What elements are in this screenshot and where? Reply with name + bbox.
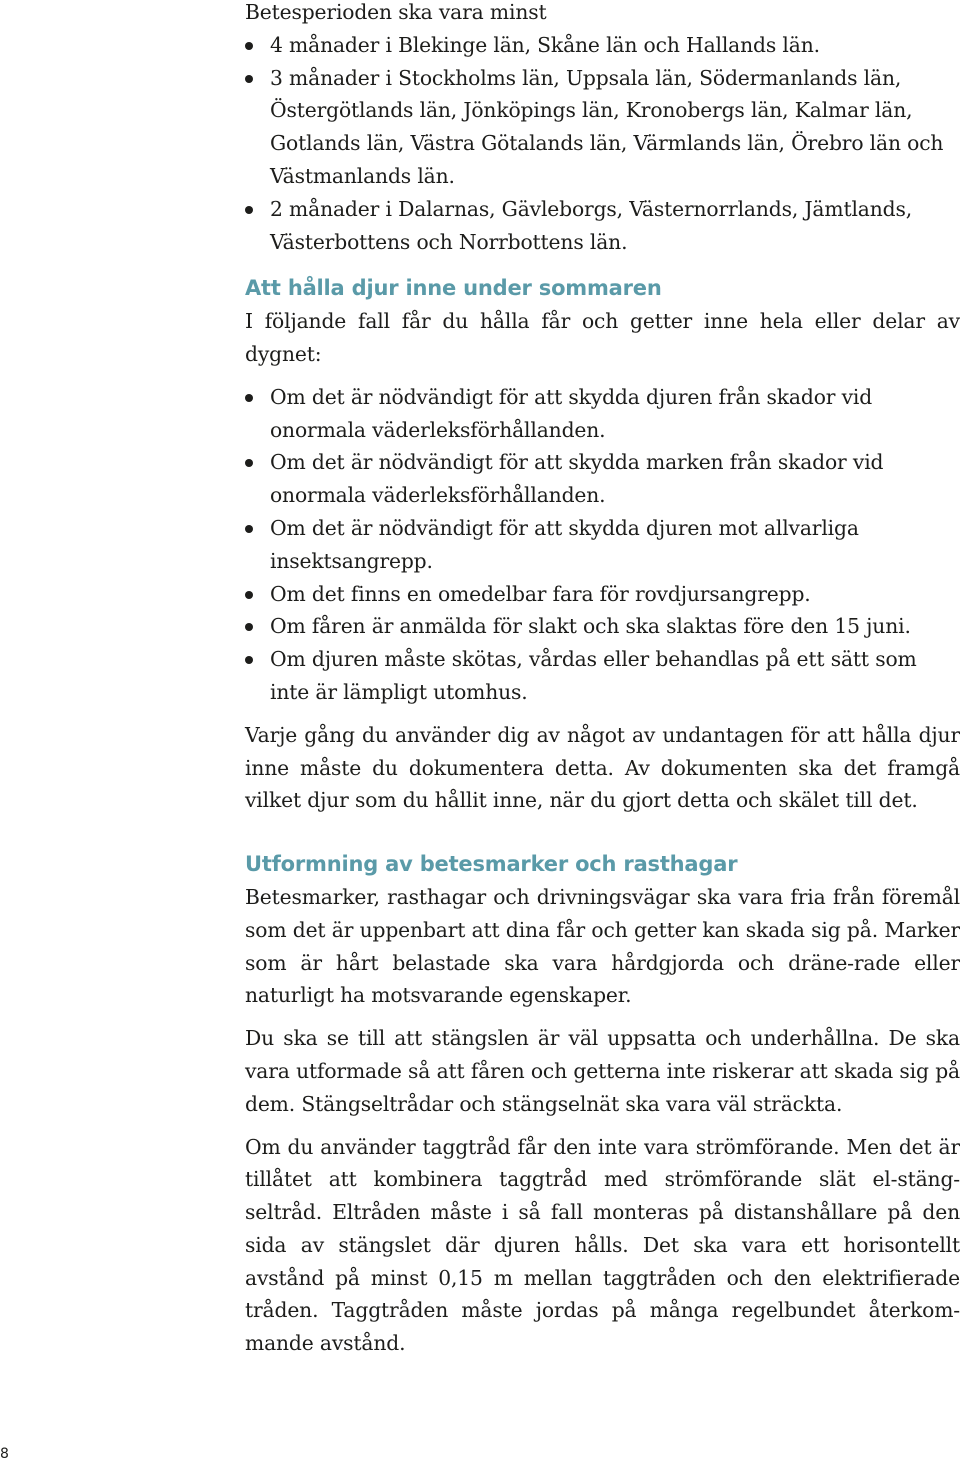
document-body xyxy=(245,0,960,1360)
list-item: Om djuren måste skötas, vårdas eller behandlas på ett sätt som inte är lämpligt utomhus. xyxy=(245,643,960,709)
bullet-icon xyxy=(245,656,253,664)
indoor-conditions-list xyxy=(245,381,960,709)
bullet-icon xyxy=(245,591,253,599)
bullet-icon xyxy=(245,206,253,214)
list-item: 2 månader i Dalarnas, Gävleborgs, Västernorrlands, Jämtlands, Västerbottens och Norrbottens län. xyxy=(245,193,960,259)
bullet-icon xyxy=(245,459,253,467)
bullet-icon xyxy=(245,525,253,533)
list-item: Om det är nödvändigt för att skydda marken från skador vid onormala väderleksförhållanden. xyxy=(245,446,960,512)
list-item: Om det är nödvändigt för att skydda djuren mot allvarliga insektsangrepp. xyxy=(245,512,960,578)
grazing-period-list xyxy=(245,29,960,259)
page-number: 8 xyxy=(0,1446,9,1462)
design-paragraph: Betesmarker, rasthagar och drivningsvägar ska vara fria från föremål som det är uppenbart att dina får och getter kan skada sig på. Marker som är hårt belastade ska vara hårdgjorda och dräne-rade eller naturligt ha motsvarande egenskaper. xyxy=(245,884,960,1008)
indoor-documentation-paragraph: Varje gång du använder dig av något av undantagen för att hålla djur inne måste du dokumentera detta. Av dokumenten ska det framgå vilket djur som du hållit inne, när du gjort detta och skälet till det. xyxy=(245,722,960,813)
indoor-intro: I följande fall får du hålla får och getter inne hela eller delar av dygnet: xyxy=(245,309,960,366)
bullet-icon xyxy=(245,623,253,631)
list-item: 3 månader i Stockholms län, Uppsala län, Södermanlands län, Östergötlands län, Jönköpings län, Kronobergs län, Kalmar län, Gotlands län, Västra Götalands län, Värmlands län, Örebro län och Västmanlands län. xyxy=(245,62,960,193)
grazing-intro: Betesperioden ska vara minst xyxy=(245,0,547,24)
section-heading-design: Utformning av betesmarker och rasthagar xyxy=(245,852,738,877)
list-item: 4 månader i Blekinge län, Skåne län och Hallands län. xyxy=(245,29,960,62)
list-item: Om det är nödvändigt för att skydda djuren från skador vid onormala väderleksförhållanden. xyxy=(245,381,960,447)
section-heading-indoor: Att hålla djur inne under sommaren xyxy=(245,276,662,301)
list-item: Om fåren är anmälda för slakt och ska slaktas före den 15 juni. xyxy=(245,610,960,643)
bullet-icon xyxy=(245,394,253,402)
list-item: Om det finns en omedelbar fara för rovdjursangrepp. xyxy=(245,578,960,611)
design-paragraph: Om du använder taggtråd får den inte vara strömförande. Men det är tillåtet att kombinera taggtråd med strömförande slät el-stäng-seltråd. Eltråden måste i så fall monteras på distanshållare på den sida av stängslet där djuren hålls. Det ska vara ett horisontellt avstånd på minst 0,15 m mellan taggtråden och den elektrifierade tråden. Taggtråden måste jordas på många regelbundet återkom-mande avstånd. xyxy=(245,1134,960,1356)
bullet-icon xyxy=(245,42,253,50)
bullet-icon xyxy=(245,75,253,83)
design-paragraph: Du ska se till att stängslen är väl uppsatta och underhållna. De ska vara utformade så att fåren och getterna inte riskerar att skada sig på dem. Stängseltrådar och stängselnät ska vara väl sträckta. xyxy=(245,1026,960,1116)
